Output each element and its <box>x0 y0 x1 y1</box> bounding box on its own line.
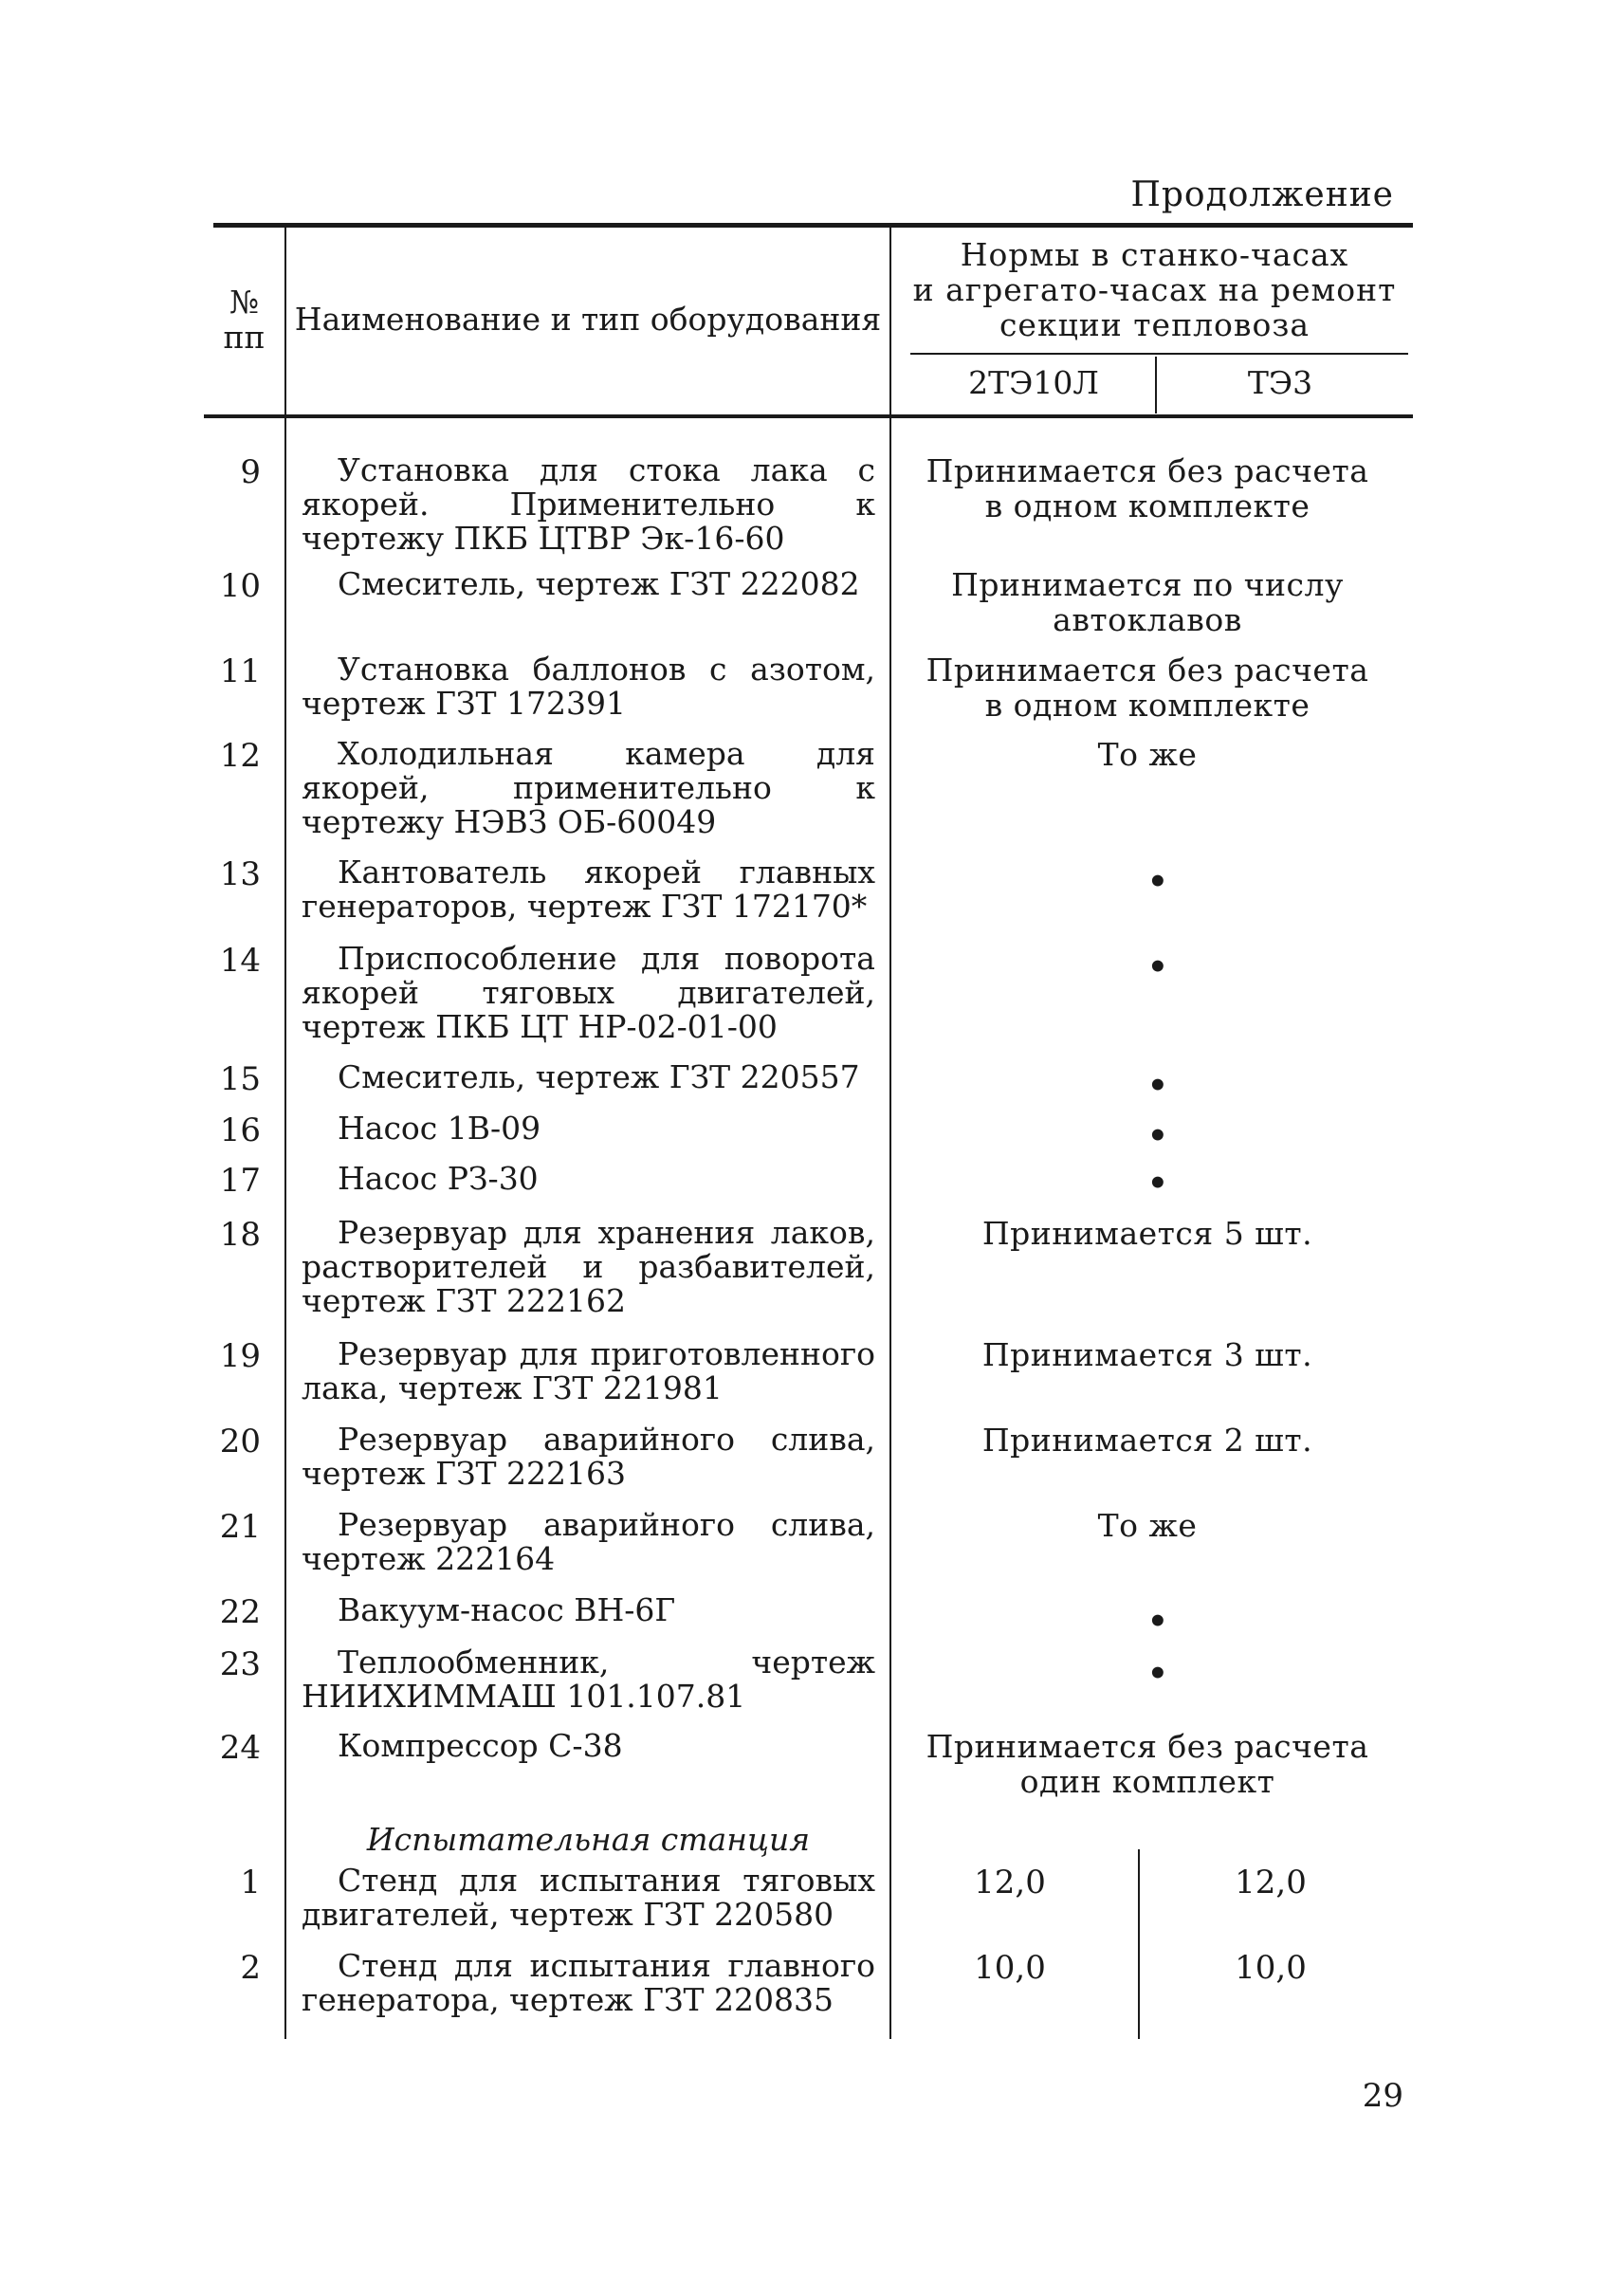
row-number: 21 <box>219 1508 261 1546</box>
row-name: Смеситель, чертеж ГЗТ 220557 <box>338 1058 860 1095</box>
row-norm: Принимается 2 шт. <box>981 1422 1313 1459</box>
sub-col-te3: ТЭ3 <box>1247 364 1313 401</box>
row-name: Стенд для испытания тяговых двигателей, чертеж ГЗТ 220580 <box>302 1862 875 1933</box>
col-divider-right <box>889 228 891 2039</box>
norms-divider-rule <box>910 353 1408 355</box>
row-name: Холодильная камера для якорей, применительно к чертежу НЭВЗ ОБ-60049 <box>302 735 875 840</box>
row-number: 16 <box>219 1111 261 1149</box>
header-bottom-rule <box>204 414 1413 418</box>
row-number: 11 <box>219 652 261 690</box>
col-name-header: Наименование и тип оборудования <box>294 301 882 338</box>
row-number: 10 <box>219 567 261 605</box>
row-norm: Принимается без расчета в одном комплекте <box>926 652 1369 724</box>
row-number: 2 <box>240 1949 261 1987</box>
subcol-divider-header <box>1155 357 1157 413</box>
row-norm: То же <box>1097 736 1198 773</box>
value-te3: 12,0 <box>1235 1864 1307 1901</box>
row-number: 13 <box>219 855 261 893</box>
value-2te10l: 12,0 <box>974 1864 1046 1901</box>
row-name: Резервуар для приготовленного лака, чертеж ГЗТ 221981 <box>302 1335 875 1406</box>
row-name: Резервуар аварийного слива, чертеж ГЗТ 222163 <box>302 1421 875 1492</box>
row-name: Резервуар аварийного слива, чертеж 222164 <box>302 1506 875 1577</box>
row-norm: Принимается без расчета в одном комплекте <box>926 452 1369 524</box>
row-name: Приспособление для поворота якорей тяговых двигателей, чертеж ПКБ ЦТ НР-02-01-00 <box>302 940 875 1045</box>
row-number: 20 <box>219 1423 261 1460</box>
ditto-mark: • <box>1147 948 1168 986</box>
row-number: 9 <box>240 453 261 491</box>
ditto-mark: • <box>1147 1067 1168 1105</box>
col-divider-left <box>284 228 286 2039</box>
row-number: 22 <box>219 1593 261 1631</box>
row-name: Вакуум-насос ВН-6Г <box>338 1591 676 1628</box>
row-number: 23 <box>219 1645 261 1683</box>
value-te3: 10,0 <box>1235 1949 1307 1987</box>
row-number: 18 <box>219 1216 261 1254</box>
row-name: Стенд для испытания главного генератора, чертеж ГЗТ 220835 <box>302 1947 875 2018</box>
continuation-label: Продолжение <box>1130 175 1394 214</box>
subcol-divider-section <box>1138 1849 1140 2039</box>
row-name: Резервуар для хранения лаков, растворителей и разбавителей, чертеж ГЗТ 222162 <box>302 1214 875 1319</box>
row-norm: Принимается 5 шт. <box>981 1215 1313 1252</box>
row-name: Теплообменник, чертеж НИИХИММАШ 101.107.81 <box>302 1644 875 1715</box>
section-title: Испытательная станция <box>366 1821 811 1858</box>
row-name: Смеситель, чертеж ГЗТ 222082 <box>338 565 860 602</box>
row-number: 15 <box>219 1060 261 1098</box>
sub-col-2te10l: 2ТЭ10Л <box>968 364 1099 401</box>
row-number: 19 <box>219 1337 261 1375</box>
value-2te10l: 10,0 <box>974 1949 1046 1987</box>
ditto-mark: • <box>1147 863 1168 901</box>
row-number: 12 <box>219 737 261 775</box>
table-top-rule <box>213 223 1413 228</box>
row-number: 17 <box>219 1162 261 1200</box>
row-name: Насос РЗ-30 <box>338 1160 539 1197</box>
row-number: 1 <box>240 1864 261 1901</box>
row-name: Насос 1В-09 <box>338 1110 541 1147</box>
ditto-mark: • <box>1147 1117 1168 1155</box>
row-norm: Принимается без расчета один комплект <box>926 1728 1369 1800</box>
page-number: 29 <box>1362 2077 1403 2115</box>
row-name: Установка баллонов с азотом, чертеж ГЗТ 172391 <box>302 651 875 722</box>
row-norm: То же <box>1097 1507 1198 1544</box>
row-norm: Принимается по числу автоклавов <box>951 566 1344 638</box>
ditto-mark: • <box>1147 1603 1168 1641</box>
row-name: Установка для стока лака с якорей. Применительно к чертежу ПКБ ЦТВР Эк-16-60 <box>302 451 875 557</box>
row-number: 24 <box>219 1729 261 1767</box>
col-no-header: № пп <box>223 284 266 356</box>
row-number: 14 <box>219 942 261 980</box>
ditto-mark: • <box>1147 1165 1168 1203</box>
col-norms-header: Нормы в станко-часах и агрегато-часах на ремонт секции тепловоза <box>912 236 1397 343</box>
ditto-mark: • <box>1147 1655 1168 1693</box>
row-norm: Принимается 3 шт. <box>981 1336 1313 1373</box>
row-name: Компрессор С-38 <box>338 1727 623 1764</box>
row-name: Кантователь якорей главных генераторов, чертеж ГЗТ 172170* <box>302 854 875 925</box>
